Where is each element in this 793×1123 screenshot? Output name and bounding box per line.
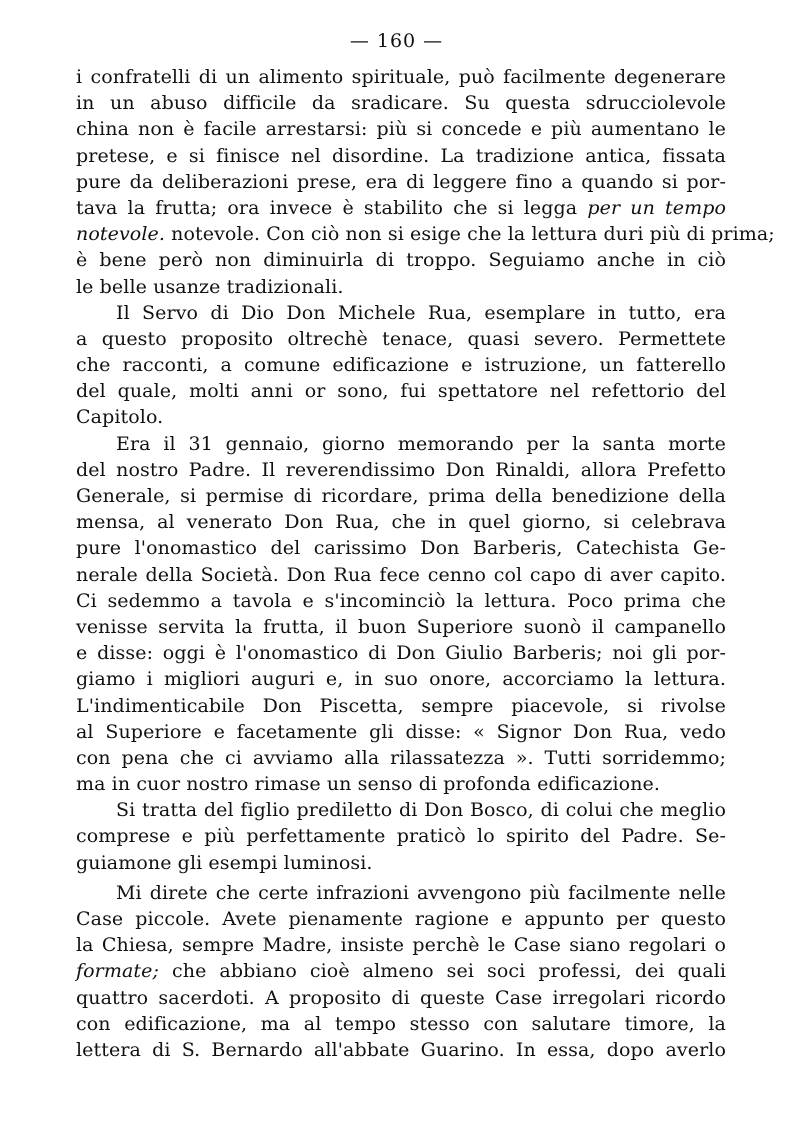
text-line: Il Servo di Dio Don Michele Rua, esemplare in tutto, era: [116, 301, 726, 324]
text-line: Era il 31 gennaio, giorno memorando per la santa morte: [116, 432, 726, 455]
text-line: [76, 195, 726, 221]
text-line: Capitolo.: [76, 406, 164, 429]
text-span: che abbiano cioè almeno sei soci professi, dei quali: [172, 960, 726, 983]
text-line: quattro sacerdoti. A proposito di queste Case irregolari ricordo: [76, 986, 726, 1009]
text-line: Si tratta del figlio prediletto di Don Bosco, di colui che meglio: [116, 799, 726, 822]
text-line: al Superiore e facetamente gli disse: « Signor Don Rua, vedo: [76, 720, 726, 743]
text-line: le belle usanze tradizionali.: [76, 275, 344, 298]
text-line: giamo i migliori auguri e, in suo onore, accorciamo la lettura.: [76, 668, 726, 691]
text-line: guiamone gli esempi luminosi.: [76, 851, 373, 874]
text-line: con pena che ci avviamo alla rilassatezza ». Tutti sorridemmo;: [76, 746, 726, 769]
text-line: a questo proposito oltrechè tenace, quasi severo. Permettete: [76, 327, 726, 350]
text-line: L'indimenticabile Don Piscetta, sempre piacevole, si rivolse: [76, 694, 726, 717]
italic-text: per un tempo: [587, 196, 726, 219]
text-line: la Chiesa, sempre Madre, insiste perchè le Case siano regolari o: [76, 934, 726, 957]
text-line: che racconti, a comune edificazione e istruzione, un fatterello: [76, 354, 726, 377]
text-line: nerale della Società. Don Rua fece cenno col capo di aver capito.: [76, 563, 726, 586]
text-line: Generale, si permise di ricordare, prima della benedizione della: [76, 485, 726, 507]
text-line: pure l'onomastico del carissimo Don Barberis, Catechista Ge-: [76, 537, 726, 560]
text-line: Ci sedemmo a tavola e s'incominciò la lettura. Poco prima che: [76, 589, 726, 612]
page-number: — 160 —: [349, 30, 444, 52]
text-line: [76, 958, 726, 984]
text-line: e disse: oggi è l'onomastico di Don Giulio Barberis; noi gli por-: [76, 642, 726, 665]
text-span: tava la frutta; ora invece è stabilito che si legga: [76, 196, 578, 219]
text-line: Mi direte che certe infrazioni avvengono più facilmente nelle: [116, 881, 726, 904]
text-line: comprese e più perfettamente praticò lo spirito del Padre. Se-: [76, 825, 726, 848]
text-line: Case piccole. Avete pienamente ragione e appunto per questo: [76, 908, 726, 930]
text-line: con edificazione, ma al tempo stesso con salutare timore, la: [76, 1012, 726, 1035]
italic-text: notevole.: [76, 223, 165, 246]
text-line: ma in cuor nostro rimase un senso di profonda edificazione.: [76, 773, 661, 796]
text-line: è bene però non diminuirla di troppo. Seguiamo anche in ciò: [76, 249, 726, 272]
text-line: china non è facile arrestarsi: più si concede e più aumentano le: [76, 118, 726, 141]
text-line: in un abuso difficile da sradicare. Su questa sdrucciolevole: [76, 92, 726, 115]
text-line: pretese, e si finisce nel disordine. La tradizione antica, fissata: [76, 144, 726, 167]
text-line: del quale, molti anni or sono, fui spettatore nel refettorio del: [76, 380, 726, 403]
text-line: venisse servita la frutta, il buon Superiore suonò il campanello: [76, 615, 726, 638]
text-line: i confratelli di un alimento spirituale, può facilmente degenerare: [76, 66, 726, 88]
text-line: [76, 221, 775, 247]
text-span: notevole. Con ciò non si esige che la lettura duri più di prima;: [171, 223, 775, 246]
text-line: del nostro Padre. Il reverendissimo Don Rinaldi, allora Prefetto: [76, 458, 726, 481]
text-line: mensa, al venerato Don Rua, che in quel giorno, si celebrava: [76, 511, 726, 534]
text-line: lettera di S. Bernardo all'abbate Guarino. In essa, dopo averlo: [76, 1038, 726, 1061]
italic-text: formate;: [76, 960, 159, 983]
text-line: pure da deliberazioni prese, era di leggere fino a quando si por-: [76, 170, 726, 193]
body-text: [76, 64, 775, 1063]
